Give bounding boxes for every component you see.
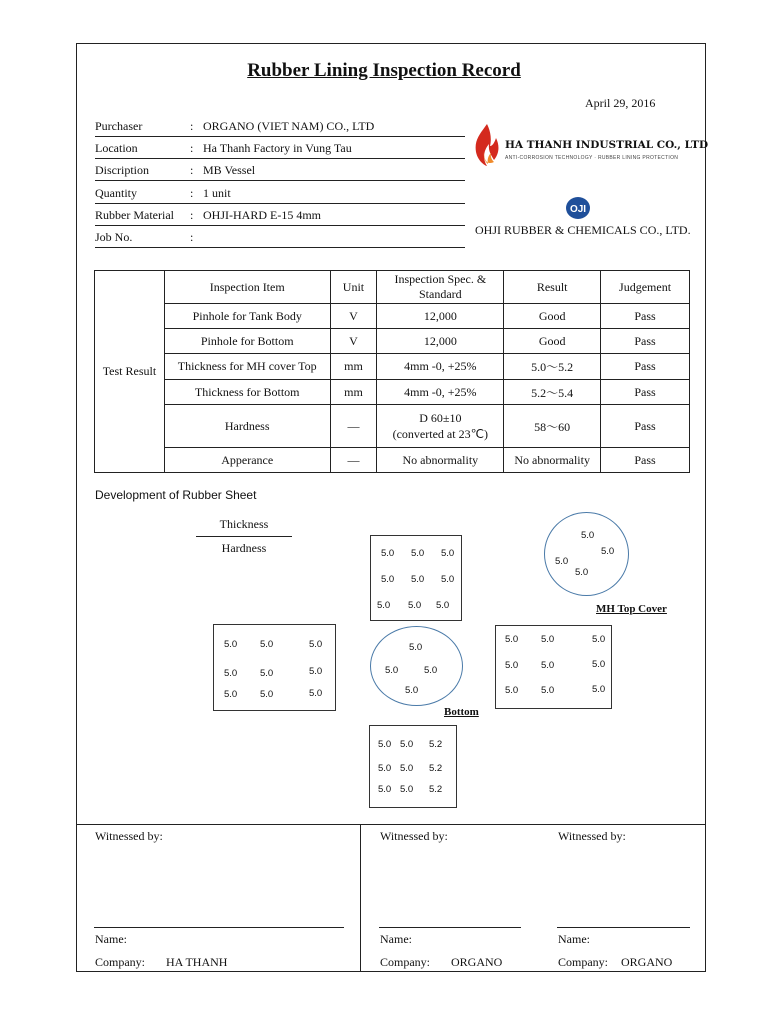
development-title: Development of Rubber Sheet bbox=[95, 488, 257, 502]
circle-mh-top-cover bbox=[544, 512, 629, 596]
thickness-value: 5.0 bbox=[411, 548, 425, 559]
info-value: 1 unit bbox=[203, 185, 231, 200]
signature-section bbox=[76, 824, 706, 972]
sheet-box-top bbox=[370, 535, 462, 621]
flame-icon bbox=[472, 122, 502, 168]
thickness-value: 5.0 bbox=[224, 639, 238, 650]
cell-spec-line1: D 60±10 bbox=[419, 411, 462, 425]
thickness-value: 5.0 bbox=[409, 642, 423, 653]
legend-hardness: Hardness bbox=[221, 541, 267, 555]
legend-divider bbox=[196, 536, 292, 537]
cell-result: Good bbox=[504, 304, 601, 329]
thickness-value: 5.0 bbox=[592, 634, 606, 645]
table-row bbox=[95, 329, 690, 354]
thickness-value: 5.0 bbox=[541, 660, 555, 671]
thickness-value: 5.0 bbox=[575, 567, 589, 578]
sheet-box-bottom bbox=[369, 725, 457, 808]
name-label-ha-thanh: Name: bbox=[95, 932, 127, 946]
header-inspection-item: Inspection Item bbox=[164, 271, 330, 304]
test-result-label: Test Result bbox=[95, 271, 165, 473]
thickness-value: 5.0 bbox=[385, 665, 399, 676]
thickness-value: 5.0 bbox=[381, 548, 395, 559]
table-row bbox=[95, 380, 690, 405]
thickness-value: 5.0 bbox=[309, 666, 323, 677]
thickness-value: 5.0 bbox=[378, 763, 392, 774]
info-colon: : bbox=[190, 207, 194, 222]
thickness-value: 5.0 bbox=[400, 763, 414, 774]
thickness-value: 5.0 bbox=[436, 600, 450, 611]
thickness-value: 5.0 bbox=[441, 548, 455, 559]
thickness-value: 5.0 bbox=[581, 530, 595, 541]
info-row-description bbox=[95, 160, 465, 181]
thickness-value: 5.0 bbox=[411, 574, 425, 585]
signature-line-organo-2 bbox=[557, 927, 690, 928]
thickness-value: 5.0 bbox=[424, 665, 438, 676]
company-value-organo-1: ORGANO bbox=[451, 955, 503, 969]
witnessed-label-ha-thanh: Witnessed by: bbox=[95, 829, 163, 843]
company-label-ha-thanh: Company: bbox=[95, 955, 145, 969]
thickness-value: 5.0 bbox=[541, 634, 555, 645]
name-label-organo-2: Name: bbox=[558, 932, 590, 946]
thickness-value: 5.0 bbox=[309, 639, 323, 650]
ha-thanh-logo bbox=[472, 122, 709, 168]
cell-judgement: Pass bbox=[601, 405, 690, 448]
info-label: Location bbox=[95, 141, 138, 156]
cell-unit: V bbox=[330, 304, 377, 329]
thickness-value: 5.0 bbox=[601, 546, 615, 557]
cell-spec: 12,000 bbox=[377, 304, 504, 329]
thickness-value: 5.0 bbox=[400, 784, 414, 795]
cell-spec: 4mm -0, +25% bbox=[377, 354, 504, 380]
cell-spec-line2: (converted at 23℃) bbox=[392, 427, 489, 441]
document-date: April 29, 2016 bbox=[585, 96, 656, 110]
cell-spec: 12,000 bbox=[377, 329, 504, 354]
inspection-table bbox=[94, 270, 690, 473]
info-row-job-no bbox=[95, 227, 465, 248]
cell-unit: — bbox=[330, 448, 377, 473]
cell-judgement: Pass bbox=[601, 354, 690, 380]
info-colon: : bbox=[190, 185, 194, 200]
info-value: Ha Thanh Factory in Vung Tau bbox=[203, 141, 352, 156]
thickness-value: 5.0 bbox=[260, 668, 274, 679]
cell-item: Thickness for MH cover Top bbox=[164, 354, 330, 380]
cell-spec: No abnormality bbox=[377, 448, 504, 473]
thickness-value: 5.0 bbox=[381, 574, 395, 585]
signature-line-ha-thanh bbox=[94, 927, 344, 928]
cell-result: Good bbox=[504, 329, 601, 354]
cell-unit: V bbox=[330, 329, 377, 354]
thickness-value: 5.0 bbox=[555, 556, 569, 567]
witnessed-label-organo-2: Witnessed by: bbox=[558, 829, 626, 843]
company-label-organo-2: Company: bbox=[558, 955, 608, 969]
thickness-value: 5.0 bbox=[400, 739, 414, 750]
header-result: Result bbox=[504, 271, 601, 304]
company-value-organo-2: ORGANO bbox=[621, 955, 673, 969]
cell-unit: — bbox=[330, 405, 377, 448]
cell-item: Pinhole for Tank Body bbox=[164, 304, 330, 329]
name-label-organo-1: Name: bbox=[380, 932, 412, 946]
cell-unit: mm bbox=[330, 380, 377, 405]
thickness-value: 5.0 bbox=[541, 685, 555, 696]
info-label: Purchaser bbox=[95, 119, 143, 133]
info-colon: : bbox=[190, 163, 194, 178]
table-row bbox=[95, 448, 690, 473]
thickness-value: 5.0 bbox=[505, 634, 519, 645]
table-header-row bbox=[95, 271, 690, 304]
info-colon: : bbox=[190, 119, 194, 133]
cell-judgement: Pass bbox=[601, 304, 690, 329]
thickness-value: 5.0 bbox=[378, 739, 392, 750]
cell-item: Apperance bbox=[164, 448, 330, 473]
thickness-value: 5.2 bbox=[429, 784, 443, 795]
cell-result: No abnormality bbox=[504, 448, 601, 473]
thickness-value: 5.0 bbox=[441, 574, 455, 585]
ohji-company-name: OHJI RUBBER & CHEMICALS CO., LTD. bbox=[475, 223, 691, 237]
thickness-value: 5.0 bbox=[378, 784, 392, 795]
thickness-value: 5.0 bbox=[377, 600, 391, 611]
header-judgement: Judgement bbox=[601, 271, 690, 304]
cell-judgement: Pass bbox=[601, 448, 690, 473]
circle-bottom bbox=[370, 626, 463, 706]
info-colon: : bbox=[190, 141, 194, 156]
signature-divider bbox=[360, 825, 361, 972]
info-label: Job No. bbox=[95, 229, 133, 244]
cell-item: Pinhole for Bottom bbox=[164, 329, 330, 354]
cell-judgement: Pass bbox=[601, 329, 690, 354]
cell-judgement: Pass bbox=[601, 380, 690, 405]
table-row bbox=[95, 405, 690, 448]
thickness-value: 5.0 bbox=[260, 639, 274, 650]
info-colon: : bbox=[190, 229, 194, 244]
info-row-purchaser bbox=[95, 116, 465, 137]
thickness-value: 5.0 bbox=[408, 600, 422, 611]
thickness-value: 5.0 bbox=[309, 688, 323, 699]
cell-result: 58～60 bbox=[504, 405, 601, 448]
info-row-location bbox=[95, 138, 465, 159]
thickness-value: 5.0 bbox=[224, 668, 238, 679]
info-row-rubber-material bbox=[95, 205, 465, 226]
header-spec: Inspection Spec. & Standard bbox=[377, 271, 504, 304]
info-block bbox=[95, 116, 465, 249]
ha-thanh-company-name: HA THANH INDUSTRIAL CO., LTD bbox=[505, 139, 709, 151]
table-row bbox=[95, 354, 690, 380]
ohji-mark-icon bbox=[472, 196, 702, 222]
cell-item: Thickness for Bottom bbox=[164, 380, 330, 405]
company-value-ha-thanh: HA THANH bbox=[166, 955, 228, 969]
cell-spec: 4mm -0, +25% bbox=[377, 380, 504, 405]
thickness-value: 5.0 bbox=[592, 684, 606, 695]
ohji-mark-text: OJI bbox=[569, 204, 587, 215]
thickness-value: 5.0 bbox=[505, 685, 519, 696]
table-row bbox=[95, 304, 690, 329]
cell-result: 5.0～5.2 bbox=[504, 354, 601, 380]
cell-spec bbox=[377, 405, 504, 448]
signature-line-organo-1 bbox=[379, 927, 521, 928]
info-label: Quantity bbox=[95, 185, 137, 200]
info-row-quantity bbox=[95, 183, 465, 204]
legend-thickness: Thickness bbox=[219, 517, 269, 531]
thickness-value: 5.0 bbox=[405, 685, 419, 696]
thickness-value: 5.0 bbox=[592, 659, 606, 670]
label-bottom: Bottom bbox=[444, 706, 479, 718]
thickness-value: 5.0 bbox=[224, 689, 238, 700]
info-label: Discription bbox=[95, 163, 149, 178]
info-value: OHJI-HARD E-15 4mm bbox=[203, 207, 321, 222]
cell-unit: mm bbox=[330, 354, 377, 380]
sheet-box-right bbox=[495, 625, 612, 709]
sheet-box-left bbox=[213, 624, 336, 711]
info-label: Rubber Material bbox=[95, 207, 174, 222]
company-label-organo-1: Company: bbox=[380, 955, 430, 969]
document-title: Rubber Lining Inspection Record bbox=[247, 60, 521, 81]
thickness-value: 5.2 bbox=[429, 739, 443, 750]
ha-thanh-tagline: ANTI-CORROSION TECHNOLOGY · RUBBER LINING PROTECTION bbox=[505, 155, 679, 161]
header-unit: Unit bbox=[330, 271, 377, 304]
info-value: ORGANO (VIET NAM) CO., LTD bbox=[203, 119, 375, 133]
thickness-value: 5.0 bbox=[260, 689, 274, 700]
thickness-value: 5.2 bbox=[429, 763, 443, 774]
info-value: MB Vessel bbox=[203, 163, 256, 178]
ohji-logo bbox=[472, 196, 702, 240]
witnessed-label-organo-1: Witnessed by: bbox=[380, 829, 448, 843]
cell-result: 5.2～5.4 bbox=[504, 380, 601, 405]
thickness-value: 5.0 bbox=[505, 660, 519, 671]
cell-item: Hardness bbox=[164, 405, 330, 448]
label-mh-top-cover: MH Top Cover bbox=[596, 603, 667, 615]
